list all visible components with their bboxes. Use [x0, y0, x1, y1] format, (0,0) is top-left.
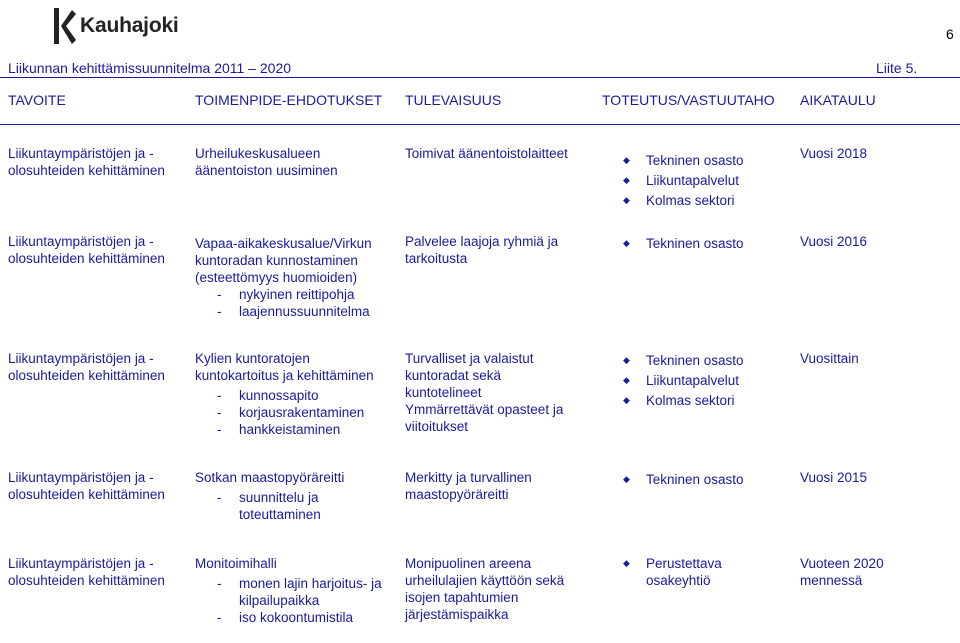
row-3-schedule: Vuosittain: [800, 351, 859, 366]
diamond-bullet-icon: ◆: [623, 473, 630, 484]
row-4-goal: Liikuntaympäristöjen ja - olosuhteiden kehittäminen: [8, 470, 165, 502]
row-5-action: Monitoimihalli - monen lajin harjoitus- ja kilpailupaikka - iso kokoontumistila: [195, 556, 382, 625]
diamond-bullet-icon: ◆: [623, 394, 630, 405]
row-1-action: Urheilukeskusalueen äänentoiston uusiminen: [195, 146, 338, 178]
kauhajoki-emblem-icon: [50, 6, 76, 46]
row-4-responsible: ◆ Tekninen osasto: [623, 471, 744, 487]
row-2-action: Vapaa-aikakeskusalue/Virkun kuntoradan kunnostaminen (esteettömyys huomioiden) - nykyinen reittipohja - laajennussuunnitelma: [195, 236, 372, 319]
kauhajoki-logo: [50, 6, 179, 46]
row-4-future: Merkitty ja turvallinen maastopyöräreitti: [405, 470, 532, 502]
document-subtitle: Liikunnan kehittämissuunnitelma 2011 – 2020: [8, 60, 292, 76]
row-5-responsible: ◆ Perustettava osakeyhtiö: [623, 556, 722, 588]
diamond-bullet-icon: ◆: [623, 558, 630, 568]
row-4-schedule: Vuosi 2015: [800, 470, 868, 485]
row-3-goal: Liikuntaympäristöjen ja - olosuhteiden kehittäminen: [8, 351, 165, 383]
column-header-schedule: AIKATAULU: [800, 92, 876, 108]
row-2-goal: Liikuntaympäristöjen ja - olosuhteiden kehittäminen: [8, 234, 165, 266]
logo-text: Kauhajoki: [80, 14, 179, 37]
row-4-action: Sotkan maastopyöräreitti - suunnittelu ja toteuttaminen: [195, 470, 345, 522]
row-1-goal: Liikuntaympäristöjen ja - olosuhteiden kehittäminen: [8, 146, 165, 178]
diamond-bullet-icon: ◆: [623, 374, 630, 385]
row-2-schedule: Vuosi 2016: [800, 234, 868, 249]
row-3-future: Turvalliset ja valaistut kuntoradat sekä kuntotelineet Ymmärrettävät opasteet ja viitoitukset: [405, 351, 564, 434]
row-1-future: Toimivat äänentoistolaitteet: [405, 146, 568, 161]
row-2-future: Palvelee laajoja ryhmiä ja tarkoitusta: [405, 234, 559, 266]
row-3-responsible: ◆ Tekninen osasto ◆ Liikuntapalvelut ◆ Kolmas sektori: [623, 352, 744, 408]
column-header-actions: TOIMENPIDE-EHDOTUKSET: [195, 92, 383, 108]
column-header-goal: TAVOITE: [8, 92, 66, 108]
row-1-schedule: Vuosi 2018: [800, 146, 868, 161]
table-header-divider: [0, 124, 960, 125]
appendix-label: Liite 5.: [876, 60, 918, 76]
row-1-responsible: ◆ Tekninen osasto ◆ Liikuntapalvelut ◆ Kolmas sektori: [623, 152, 744, 208]
diamond-bullet-icon: ◆: [623, 194, 630, 205]
diamond-bullet-icon: ◆: [623, 154, 630, 165]
column-header-responsible: TOTEUTUS/VASTUUTAHO: [602, 92, 775, 108]
row-5-future: Monipuolinen areena urheilulajien käyttöön sekä isojen tapahtumien järjestämispaikka: [405, 556, 565, 622]
column-header-future: TULEVAISUUS: [405, 92, 502, 108]
page-number: 6: [946, 26, 954, 42]
header-divider: [0, 77, 960, 78]
diamond-bullet-icon: ◆: [623, 174, 630, 185]
row-3-action: Kylien kuntoratojen kuntokartoitus ja kehittäminen - kunnossapito - korjausrakentaminen - hankkeistaminen: [195, 351, 374, 437]
row-5-goal: Liikuntaympäristöjen ja - olosuhteiden kehittäminen: [8, 556, 165, 588]
diamond-bullet-icon: ◆: [623, 354, 630, 365]
row-2-responsible: ◆ Tekninen osasto: [623, 235, 744, 251]
row-5-schedule: Vuoteen 2020 mennessä: [800, 556, 884, 588]
diamond-bullet-icon: ◆: [623, 237, 630, 248]
